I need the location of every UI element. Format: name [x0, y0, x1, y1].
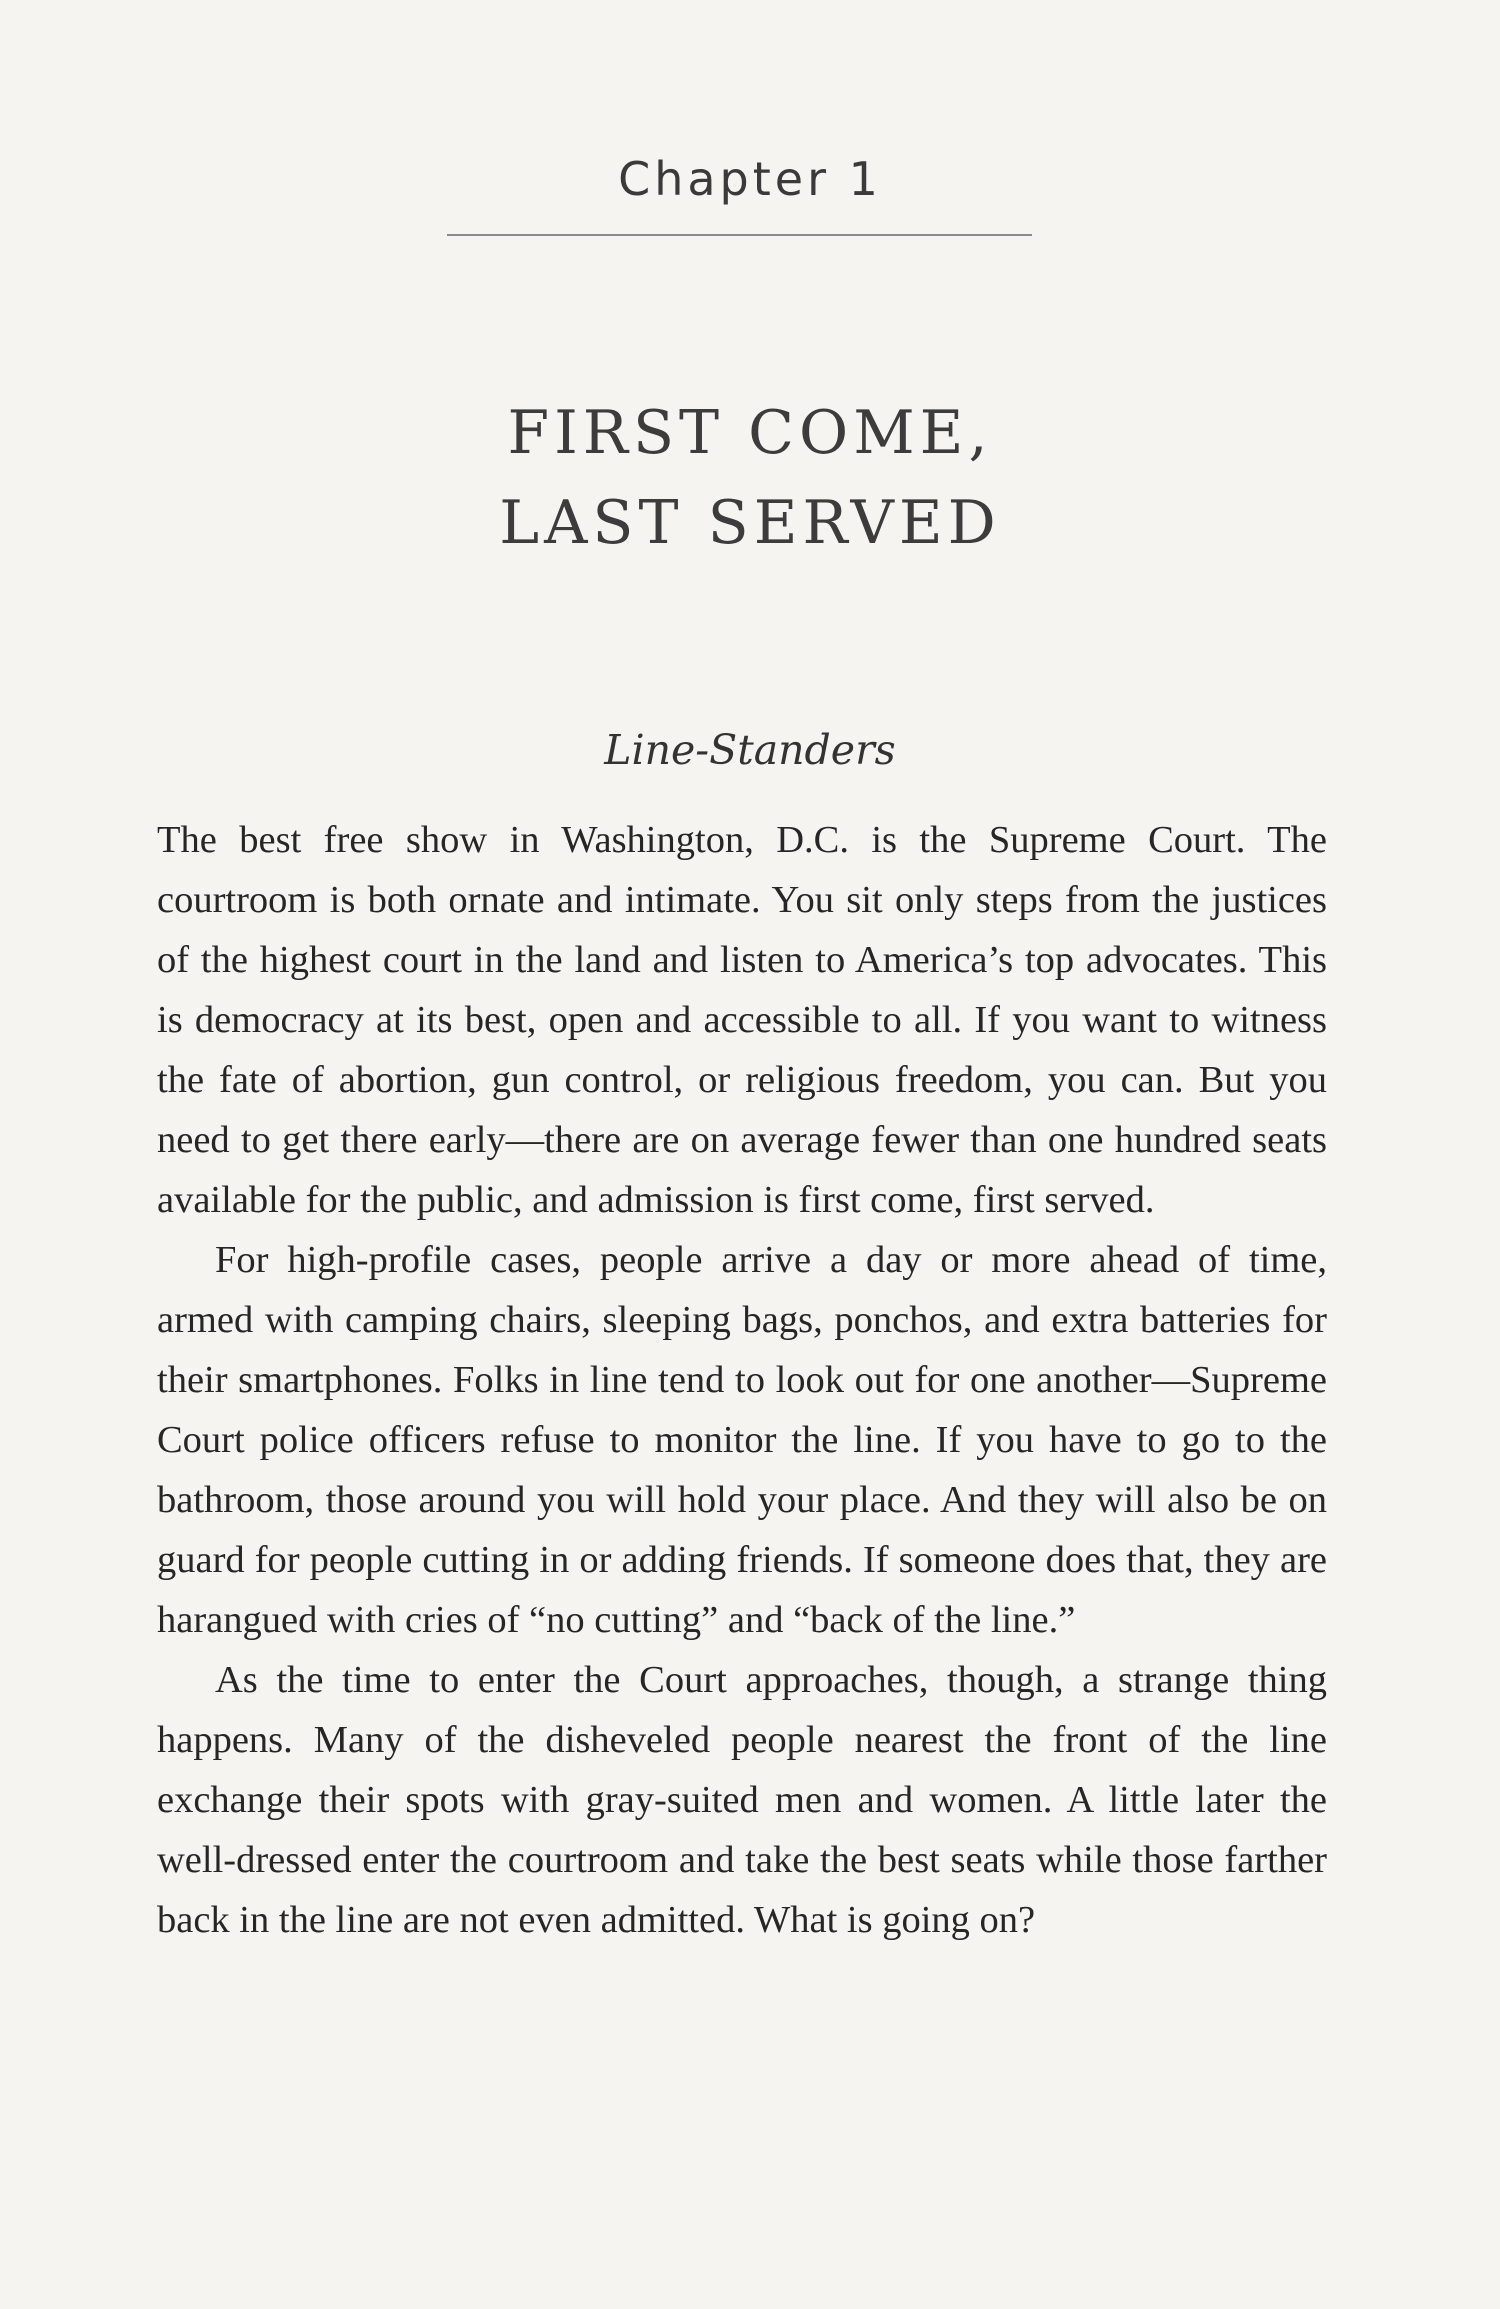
- body-text: [157, 810, 1327, 1950]
- paragraph-3: As the time to enter the Court approaches, though, a strange thing happens. Many of the disheveled people nearest the front of the line exchange their spots with gray-suited men and women. A little later the well-dressed enter the courtroom and take the best seats while those farther back in the line are not even admitted. What is going on?: [157, 1659, 1327, 1941]
- section-heading: Line-Standers: [604, 726, 896, 774]
- chapter-divider: [447, 234, 1032, 236]
- chapter-title: [0, 388, 1500, 568]
- paragraph-2: For high-profile cases, people arrive a day or more ahead of time, armed with camping chairs, sleeping bags, ponchos, and extra batteries for their smartphones. Folks in line tend to look out for one another—Supreme Court police officers refuse to monitor the line. If you have to go to the bathroom, those around you will hold your place. And they will also be on guard for people cutting in or adding friends. If someone does that, they are harangued with cries of “no cutting” and “back of the line.”: [157, 1239, 1327, 1641]
- chapter-title-line-1: FIRST COME,: [507, 398, 993, 468]
- chapter-title-line-2: LAST SERVED: [499, 488, 1001, 558]
- paragraph-1: The best free show in Washington, D.C. is the Supreme Court. The courtroom is both ornate and intimate. You sit only steps from the justices of the highest court in the land and listen to America’s top advocates. This is democracy at its best, open and accessible to all. If you want to witness the fate of abortion, gun control, or religious freedom, you can. But you need to get there early—there are on average fewer than one hundred seats available for the public, and admission is first come, first served.: [157, 819, 1327, 1221]
- chapter-label: Chapter 1: [618, 152, 882, 206]
